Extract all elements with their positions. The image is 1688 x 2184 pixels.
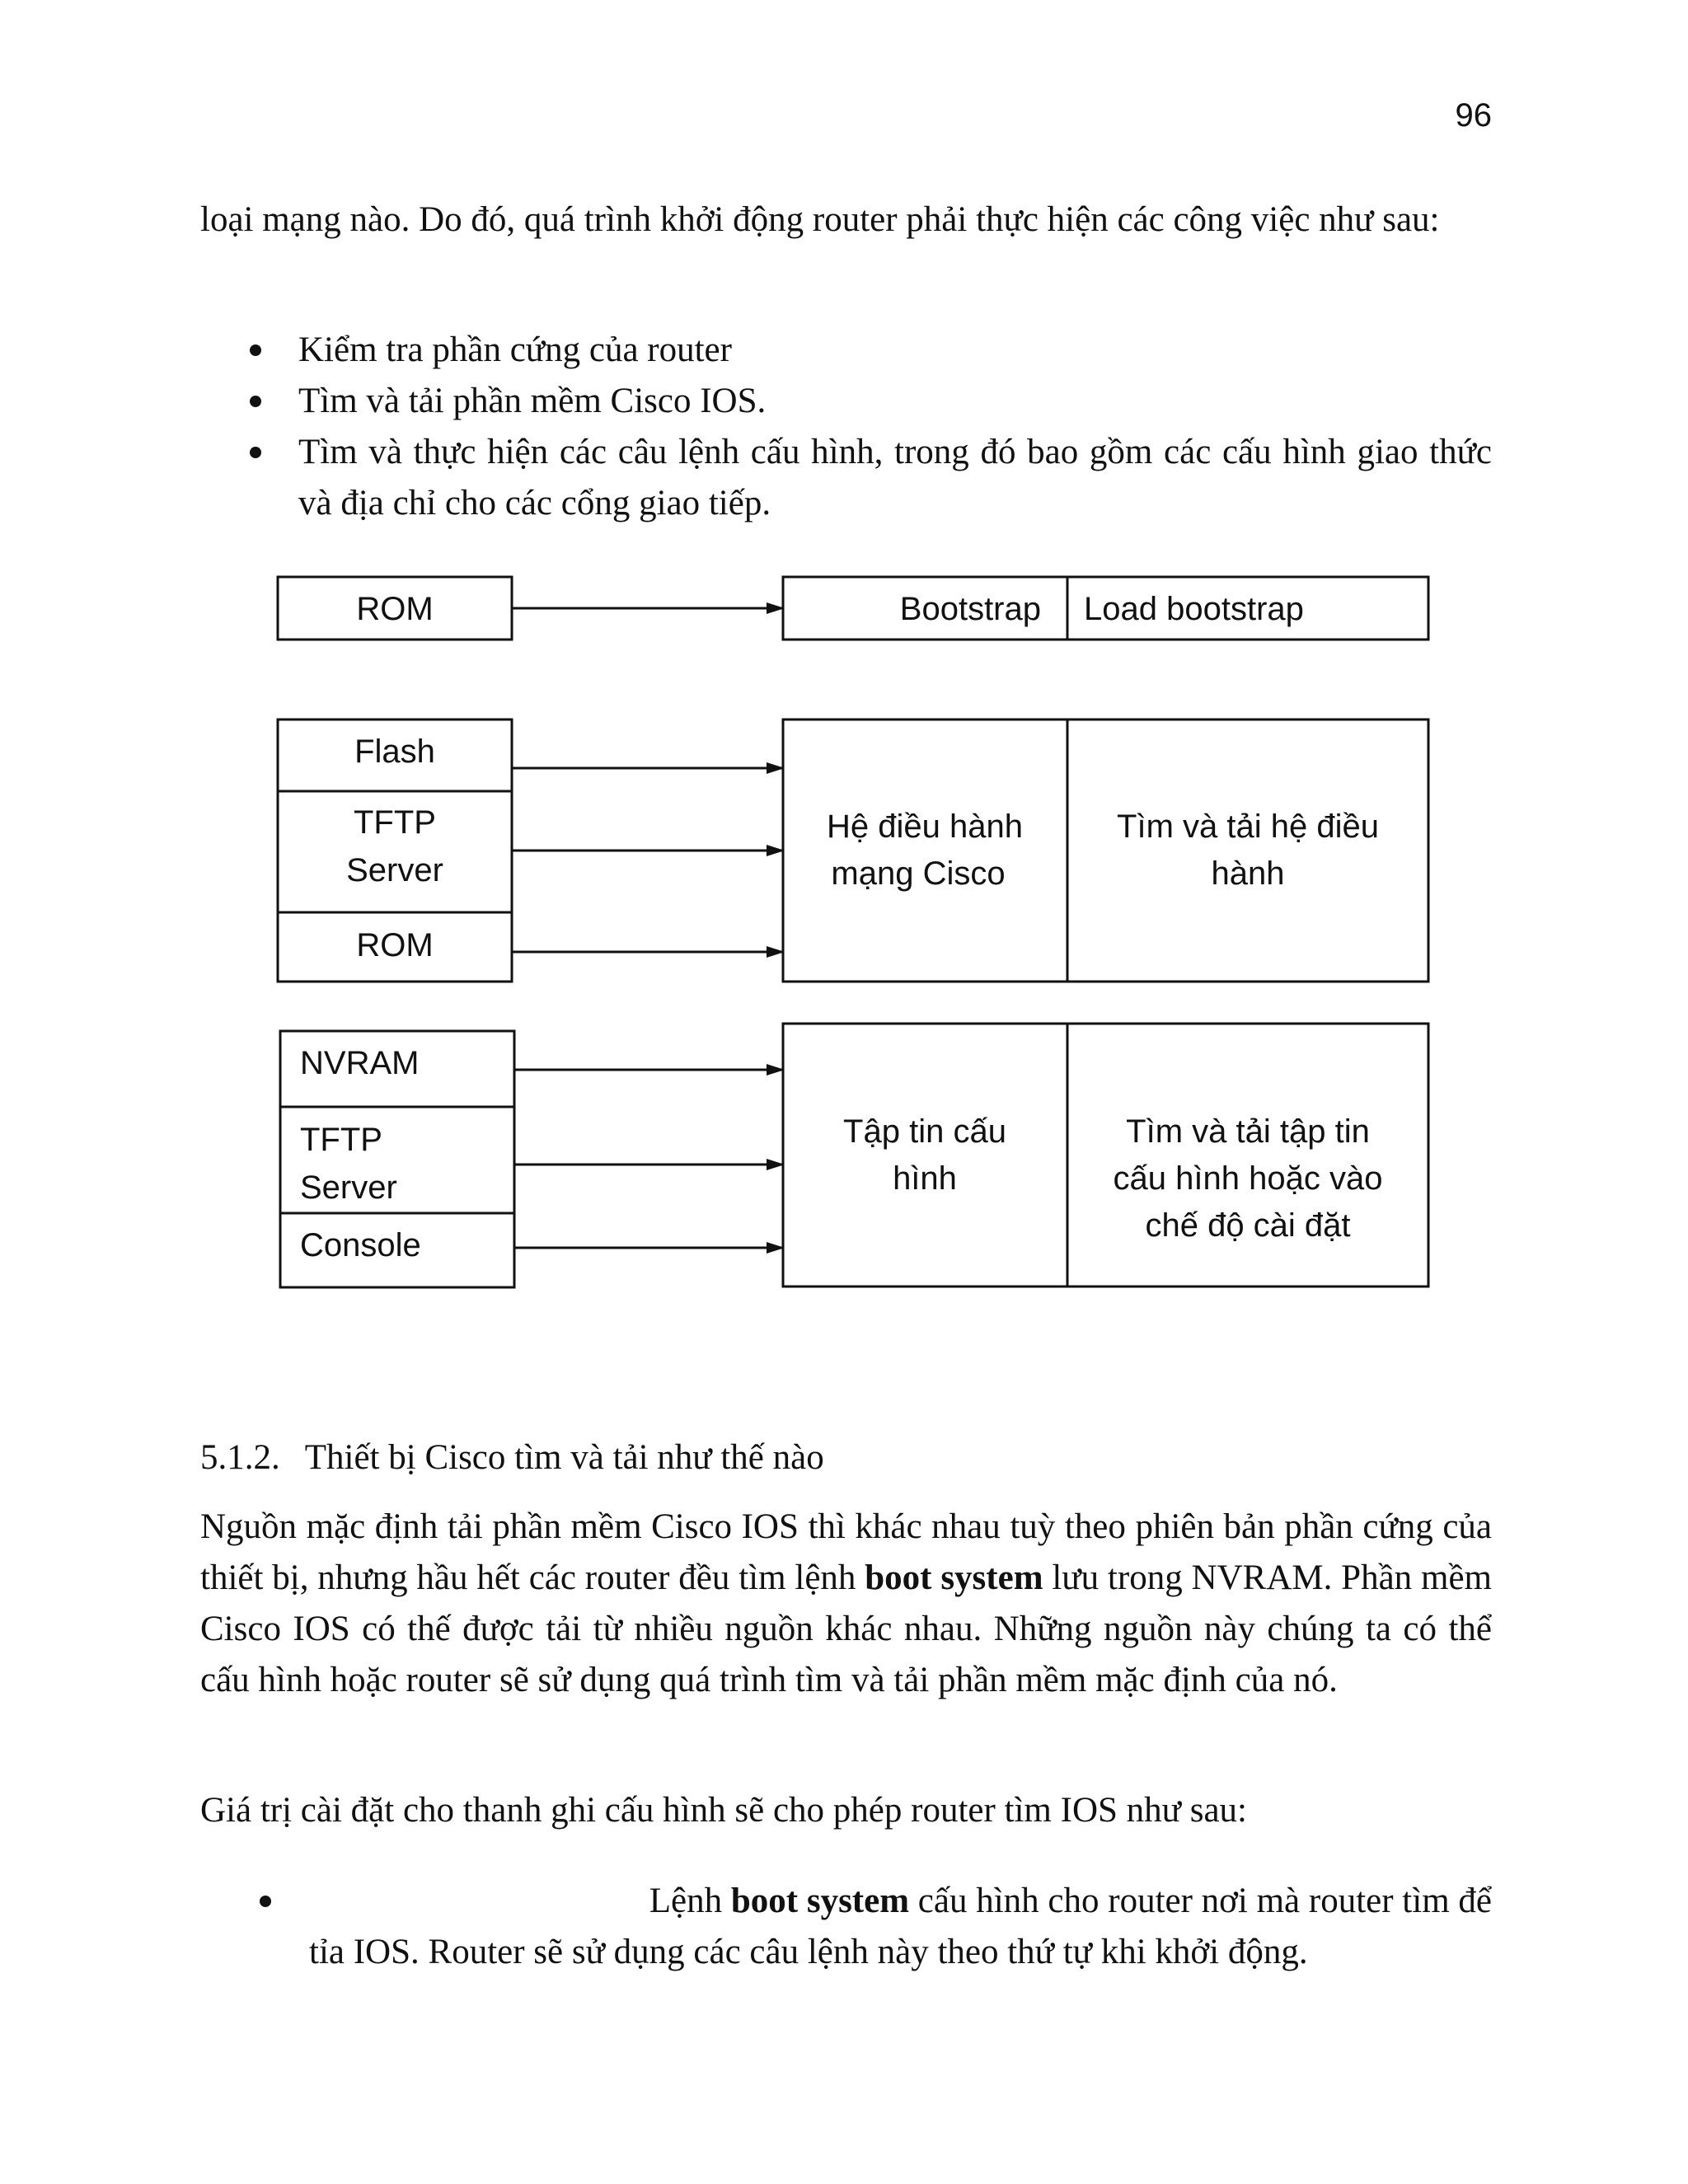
section-title: Thiết bị Cisco tìm và tải như thế nào xyxy=(304,1438,824,1477)
console-label: Console xyxy=(300,1227,421,1263)
list-item: Tìm và tải phần mềm Cisco IOS. xyxy=(200,376,1492,427)
cisco-ios-line1: Hệ điều hành xyxy=(827,808,1023,845)
server-label-2: Server xyxy=(300,1169,397,1206)
cisco-ios-line2: mạng Cisco xyxy=(831,855,1006,892)
find-load-ios-line2: hành xyxy=(1211,855,1285,892)
config-file-line2: hình xyxy=(893,1160,957,1197)
find-load-config-line3: chế độ cài đặt xyxy=(1145,1207,1351,1244)
register-paragraph: Giá trị cài đặt cho thanh ghi cấu hình sẽ cho phép router tìm IOS như sau: xyxy=(200,1791,1247,1830)
cisco-ios-box xyxy=(783,719,1067,982)
body-paragraph: Nguồn mặc định tải phần mềm Cisco IOS thì khác nhau tuỳ theo phiên bản phần cứng của thiết bị, nhưng hầu hết các router đều tìm lệnh boot system lưu trong NVRAM. Phần mềm Cisco IOS có thế được tải từ nhiều nguồn khác nhau. Những nguồn này chúng ta có thể cấu hình hoặc router sẽ sử dụng quá trình tìm và tải phần mềm mặc định của nó. xyxy=(200,1507,1492,1699)
rom-label-2: ROM xyxy=(356,927,434,963)
list-item: Tìm và thực hiện các câu lệnh cấu hình, trong đó bao gồm các cấu hình giao thức và địa chỉ cho các cổng giao tiếp. xyxy=(200,427,1492,529)
find-load-config-box xyxy=(1067,1024,1428,1286)
bootstrap-label: Bootstrap xyxy=(899,591,1041,627)
config-file-box xyxy=(783,1024,1067,1286)
tftp-label-2: TFTP xyxy=(300,1122,382,1158)
intro-paragraph: loại mạng nào. Do đó, quá trình khởi động router phải thực hiện các công việc như sau: xyxy=(200,200,1440,239)
find-load-config-line2: cấu hình hoặc vào xyxy=(1113,1160,1383,1197)
flash-label: Flash xyxy=(354,733,435,770)
server-label: Server xyxy=(346,852,443,888)
load-bootstrap-label: Load bootstrap xyxy=(1084,591,1304,627)
tftp-label: TFTP xyxy=(354,804,436,841)
list-item: Lệnh boot system cấu hình cho router nơi mà router tìm để tỉa IOS. Router sẽ sử dụng các câu lệnh này theo thứ tự khi khởi động. xyxy=(200,1876,1492,1978)
rom-label: ROM xyxy=(356,591,434,627)
nvram-label: NVRAM xyxy=(300,1045,420,1081)
section-heading xyxy=(200,1432,824,1483)
find-load-ios-line1: Tìm và tải hệ điều xyxy=(1117,808,1379,845)
config-file-line1: Tập tin cấu xyxy=(843,1113,1006,1150)
bullet-icon xyxy=(260,1896,271,1907)
section-number: 5.1.2. xyxy=(200,1438,280,1477)
list-item: Kiểm tra phần cứng của router xyxy=(200,325,1492,376)
find-load-config-line1: Tìm và tải tập tin xyxy=(1126,1113,1370,1150)
find-load-ios-box xyxy=(1067,719,1428,982)
page-number: 96 xyxy=(1455,97,1492,134)
